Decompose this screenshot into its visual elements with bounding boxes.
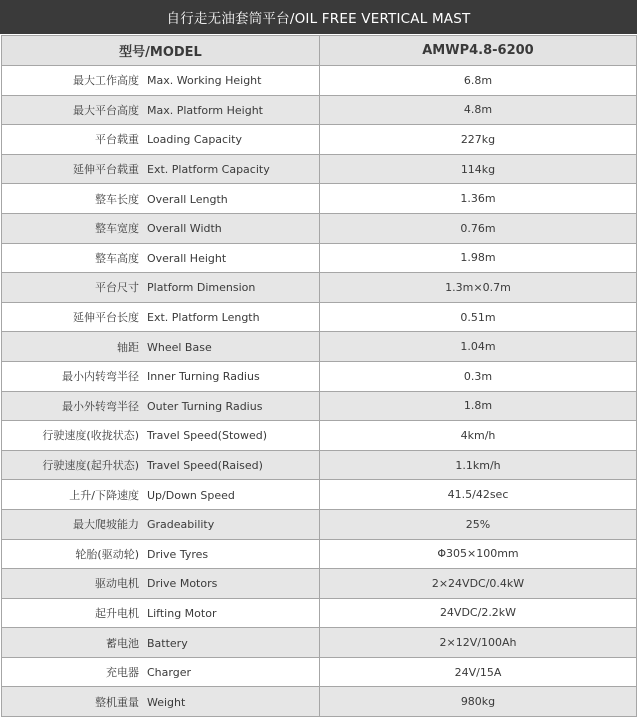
spec-table: [1, 35, 637, 717]
param-en: Overall Height: [147, 251, 227, 265]
table-row: [2, 628, 637, 658]
table-row: [2, 273, 637, 303]
param-en: Lifting Motor: [147, 606, 217, 620]
param-value: 1.8m: [320, 391, 637, 421]
model-value: AMWP4.8-6200: [320, 36, 637, 66]
table-row: [2, 95, 637, 125]
param-en: Weight: [147, 695, 186, 709]
param-cn: 起升电机: [95, 606, 139, 620]
table-row: [2, 657, 637, 687]
param-en: Travel Speed(Stowed): [147, 429, 268, 443]
param-value: 0.76m: [320, 213, 637, 243]
model-label: 型号/MODEL: [2, 36, 320, 66]
param-cn: 平台尺寸: [95, 281, 139, 295]
param-cn: 整机重量: [95, 695, 139, 709]
table-row: [2, 154, 637, 184]
param-cn: 行驶速度(起升状态): [42, 459, 139, 473]
table-row: [2, 687, 637, 717]
param-cn: 上升/下降速度: [69, 488, 139, 502]
param-value: 41.5/42sec: [320, 480, 637, 510]
param-value: 25%: [320, 509, 637, 539]
table-row: [2, 213, 637, 243]
param-value: 24V/15A: [320, 657, 637, 687]
param-cn: 蓄电池: [106, 636, 139, 650]
table-row: [2, 391, 637, 421]
table-row: [2, 421, 637, 451]
param-cn: 充电器: [106, 666, 139, 680]
param-value: 227kg: [320, 125, 637, 155]
table-row: [2, 450, 637, 480]
param-cn: 最大工作高度: [73, 74, 139, 88]
param-cn: 最大爬坡能力: [73, 518, 139, 532]
param-cn: 驱动电机: [95, 577, 139, 591]
param-cn: 整车高度: [95, 251, 139, 265]
param-cn: 延伸平台长度: [73, 311, 139, 325]
param-en: Drive Tyres: [147, 547, 209, 561]
param-value: 980kg: [320, 687, 637, 717]
param-en: Overall Width: [147, 222, 222, 236]
table-row: [2, 125, 637, 155]
param-value: 4.8m: [320, 95, 637, 125]
param-cn: 最小外转弯半径: [62, 399, 139, 413]
param-value: 1.98m: [320, 243, 637, 273]
param-en: Gradeability: [147, 518, 215, 532]
param-cn: 整车宽度: [95, 222, 139, 236]
table-row: [2, 66, 637, 96]
param-en: Overall Length: [147, 192, 228, 206]
param-value: 1.3m×0.7m: [320, 273, 637, 303]
param-en: Travel Speed(Raised): [147, 459, 263, 473]
param-cn: 轮胎(驱动轮): [75, 547, 139, 561]
param-cn: 行驶速度(收拢状态): [42, 429, 139, 443]
param-cn: 平台载重: [95, 133, 139, 147]
param-value: 2×12V/100Ah: [320, 628, 637, 658]
param-value: 1.1km/h: [320, 450, 637, 480]
param-en: Platform Dimension: [147, 281, 256, 295]
param-cn: 延伸平台载重: [73, 163, 139, 177]
table-row: [2, 361, 637, 391]
table-row: [2, 598, 637, 628]
param-value: 0.3m: [320, 361, 637, 391]
param-cn: 最小内转弯半径: [62, 370, 139, 384]
param-value: 2×24VDC/0.4kW: [320, 569, 637, 599]
param-value: 0.51m: [320, 302, 637, 332]
table-row: [2, 509, 637, 539]
param-en: Wheel Base: [147, 340, 212, 354]
param-en: Loading Capacity: [147, 133, 242, 147]
param-en: Max. Working Height: [147, 74, 262, 88]
param-en: Battery: [147, 636, 188, 650]
param-en: Ext. Platform Capacity: [147, 163, 270, 177]
table-row: [2, 302, 637, 332]
table-row: [2, 243, 637, 273]
param-en: Inner Turning Radius: [147, 370, 260, 384]
table-row: [2, 184, 637, 214]
param-value: 1.04m: [320, 332, 637, 362]
param-value: 4km/h: [320, 421, 637, 451]
param-en: Outer Turning Radius: [147, 399, 263, 413]
param-en: Ext. Platform Length: [147, 311, 260, 325]
param-en: Max. Platform Height: [147, 103, 263, 117]
param-value: 24VDC/2.2kW: [320, 598, 637, 628]
param-value: 114kg: [320, 154, 637, 184]
param-value: 6.8m: [320, 66, 637, 96]
table-row: [2, 539, 637, 569]
sheet-title: 自行走无油套筒平台/OIL FREE VERTICAL MAST: [0, 0, 637, 34]
header-row: [2, 36, 637, 66]
param-en: Drive Motors: [147, 577, 218, 591]
param-en: Charger: [147, 666, 191, 680]
table-row: [2, 332, 637, 362]
table-row: [2, 569, 637, 599]
param-en: Up/Down Speed: [147, 488, 235, 502]
param-cn: 整车长度: [95, 192, 139, 206]
table-row: [2, 480, 637, 510]
param-cn: 最大平台高度: [73, 103, 139, 117]
param-value: Φ305×100mm: [320, 539, 637, 569]
param-cn: 轴距: [117, 340, 139, 354]
param-value: 1.36m: [320, 184, 637, 214]
